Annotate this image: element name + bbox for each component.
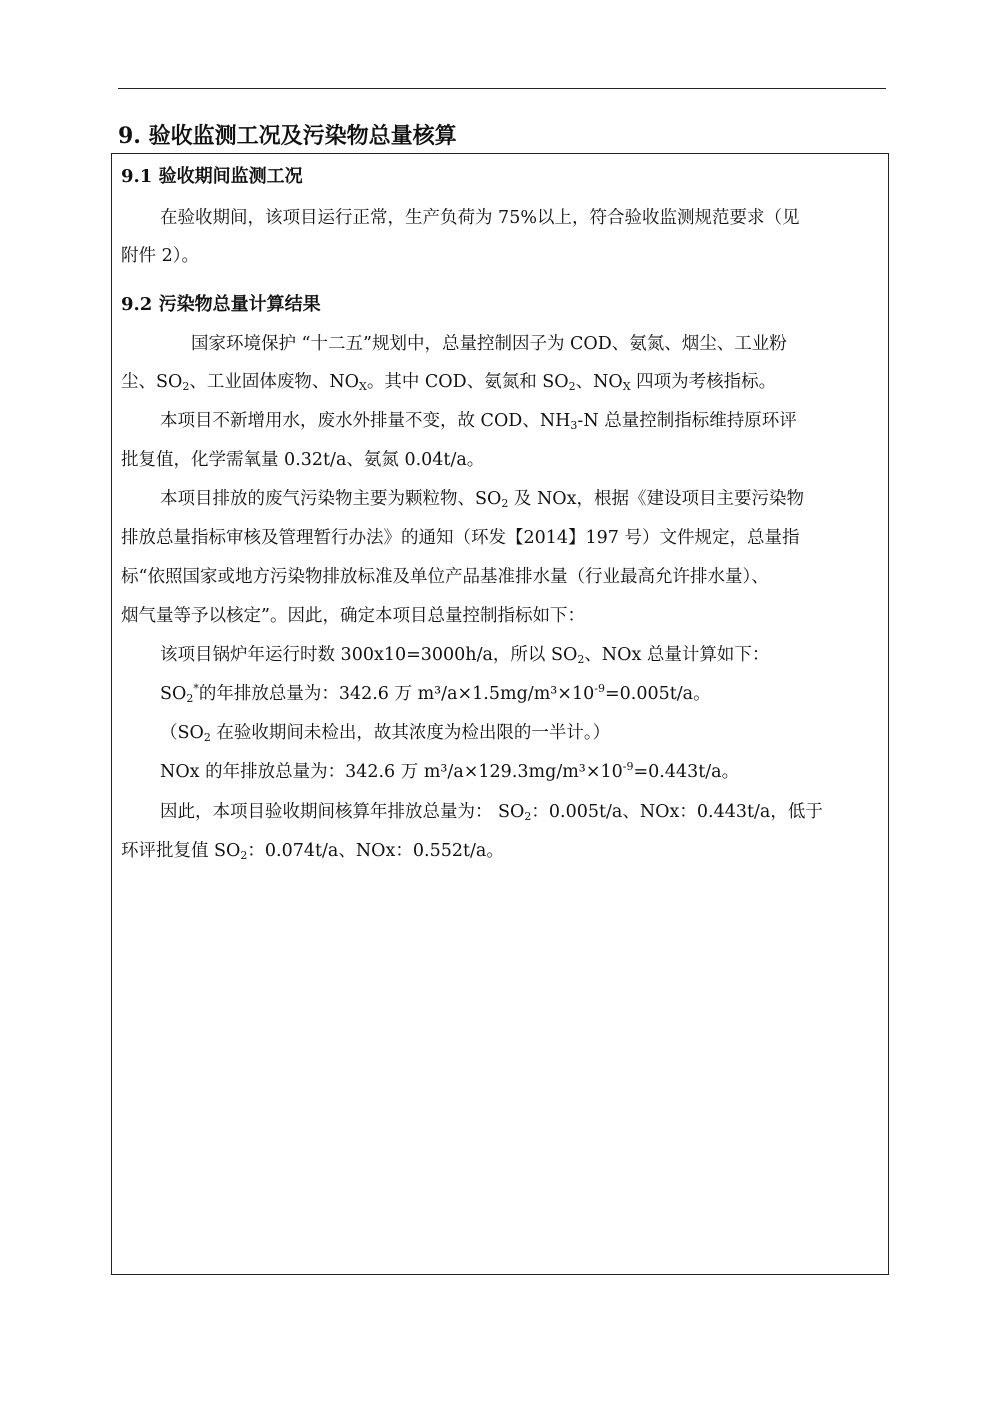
paragraph-line: 国家环境保护 “十二五”规划中，总量控制因子为 COD、氨氮、烟尘、工业粉 — [191, 334, 787, 354]
paragraph-line: 本项目排放的废气污染物主要为颗粒物、$SO_2$ 及 NOx，根据《建设项目主要污染物 — [160, 489, 804, 510]
paragraph-line: 因此，本项目验收期间核算年排放总量为： $SO_2$：0.005t/a、NOx：0.443t/a，低于 — [160, 802, 823, 823]
subsection-heading-9-1: 9.1 验收期间监测工况 — [121, 166, 303, 187]
paragraph-line: 排放总量指标审核及管理暂行办法》的通知（环发【2014】197 号）文件规定，总量指 — [121, 528, 800, 548]
paragraph-line: 烟气量等予以核定”。因此，确定本项目总量控制指标如下： — [121, 606, 585, 626]
subsection-heading-9-2: 9.2 污染物总量计算结果 — [121, 294, 321, 315]
paragraph-line: 环评批复值 $SO_2$：0.074t/a、NOx：0.552t/a。 — [121, 841, 504, 862]
formula-line: $SO_2^*$的年排放总量为：342.6 万 $m^3/a\times 1.5mg/m^3\times 10^{-9}=0.005t/a$。 — [160, 682, 711, 705]
paragraph-line: 本项目不新增用水，废水外排量不变，故 COD、$NH_3-N$ 总量控制指标维持原环评 — [160, 411, 797, 432]
paragraph-line: 尘、$SO_2$、工业固体废物、$NO_X$。其中 COD、氨氮和 $SO_2$、$NO_X$ 四项为考核指标。 — [121, 372, 777, 393]
paragraph-line: 在验收期间，该项目运行正常，生产负荷为 75%以上，符合验收监测规范要求（见 — [160, 208, 800, 228]
section-title: 9. 验收监测工况及污染物总量核算 — [118, 123, 457, 149]
paragraph-line: 批复值，化学需氧量 0.32t/a、氨氮 0.04t/a。 — [121, 450, 485, 470]
header-rule — [118, 88, 886, 89]
paragraph-line: 该项目锅炉年运行时数 300x10=3000h/a，所以 $SO_2$、NOx 总量计算如下： — [160, 645, 770, 666]
paragraph-line: 附件 2）。 — [121, 246, 199, 266]
formula-line: NOx 的年排放总量为：342.6 万 $m^3/a\times 129.3mg/m^3\times 10^{-9}=0.443t/a$。 — [160, 760, 740, 782]
note-line: （$SO_2$ 在验收期间未检出，故其浓度为检出限的一半计。） — [160, 723, 611, 744]
paragraph-line: 标“依照国家或地方污染物排放标准及单位产品基准排水量（行业最高允许排水量）、 — [121, 567, 769, 587]
content-table — [111, 153, 889, 1275]
